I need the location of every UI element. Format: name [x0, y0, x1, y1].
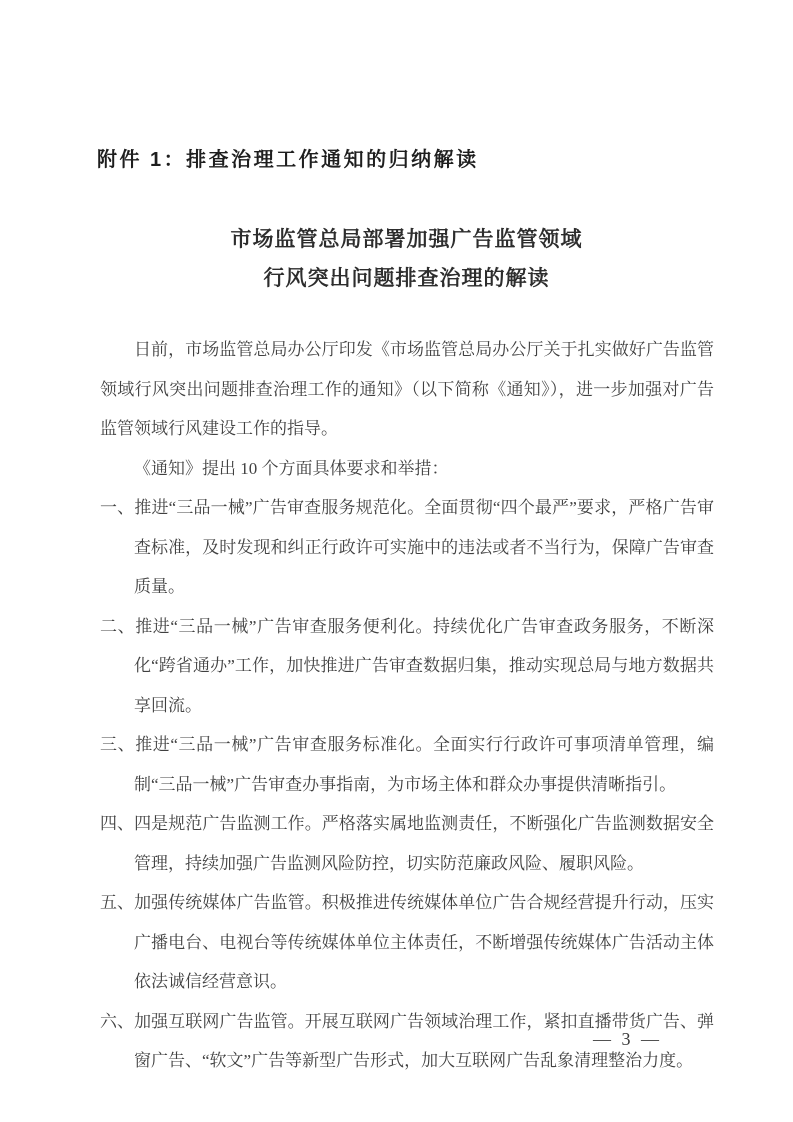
document-title-line2: 行风突出问题排查治理的解读 [263, 266, 550, 290]
list-item-2-text: 推进“三品一械”广告审查服务便利化。持续优化广告审查政务服务，不断深化“跨省通办”工作，加快推进广告审查数据归集，推动实现总局与地方数据共享回流。 [134, 616, 715, 715]
list-item-4-text: 四是规范广告监测工作。严格落实属地监测责任，不断强化广告监测数据安全管理，持续加强广告监测风险防控，切实防范廉政风险、履职风险。 [134, 814, 715, 873]
list-item-6-number: 六、 [100, 1011, 135, 1031]
list-item-3-number: 三、 [100, 735, 136, 754]
list-item-3-text: 推进“三品一械”广告审查服务标准化。全面实行行政许可事项清单管理，编制“三品一械”广告审查办事指南，为市场主体和群众办事提供清晰指引。 [134, 735, 715, 794]
list-item-1 [100, 488, 714, 607]
document-title [100, 220, 713, 298]
paragraph-intro: 日前，市场监管总局办公厅印发《市场监管总局办公厅关于扎实做好广告监管领域行风突出问题排查治理工作的通知》（以下简称《通知》），进一步加强对广告监管领域行风建设工作的指导。 [100, 340, 714, 438]
document-body [100, 330, 714, 1081]
attachment-title: 附件 1：排查治理工作通知的归纳解读 [97, 149, 479, 171]
list-item-3 [100, 725, 714, 804]
list-item-1-text: 推进“三品一械”广告审查服务规范化。全面贯彻“四个最严”要求，严格广告审查标准，及时发现和纠正行政许可实施中的违法或者不当行为，保障广告审查质量。 [134, 498, 715, 596]
paragraph-lead-in: 《通知》提出 10 个方面具体要求和举措： [134, 458, 449, 478]
page-number: — 3 — [593, 1029, 662, 1049]
list-item-4 [100, 804, 714, 883]
list-item-5-number: 五、 [100, 893, 135, 912]
list-item-1-number: 一、 [100, 498, 135, 517]
list-item-6-text: 加强互联网广告监管。开展互联网广告领域治理工作，紧扣直播带货广告、弹窗广告、“软文”广告等新型广告形式，加大互联网广告乱象清理整治力度。 [134, 1011, 715, 1070]
list-item-5 [100, 883, 714, 1002]
list-item-2-number: 二、 [100, 616, 136, 636]
list-item-2 [100, 607, 714, 726]
list-item-4-number: 四、 [100, 814, 135, 833]
document-title-line1: 市场监管总局部署加强广告监管领域 [230, 227, 583, 251]
list-item-5-text: 加强传统媒体广告监管。积极推进传统媒体单位广告合规经营提升行动，压实广播电台、电视台等传统媒体单位主体责任，不断增强传统媒体广告活动主体依法诚信经营意识。 [134, 893, 715, 991]
